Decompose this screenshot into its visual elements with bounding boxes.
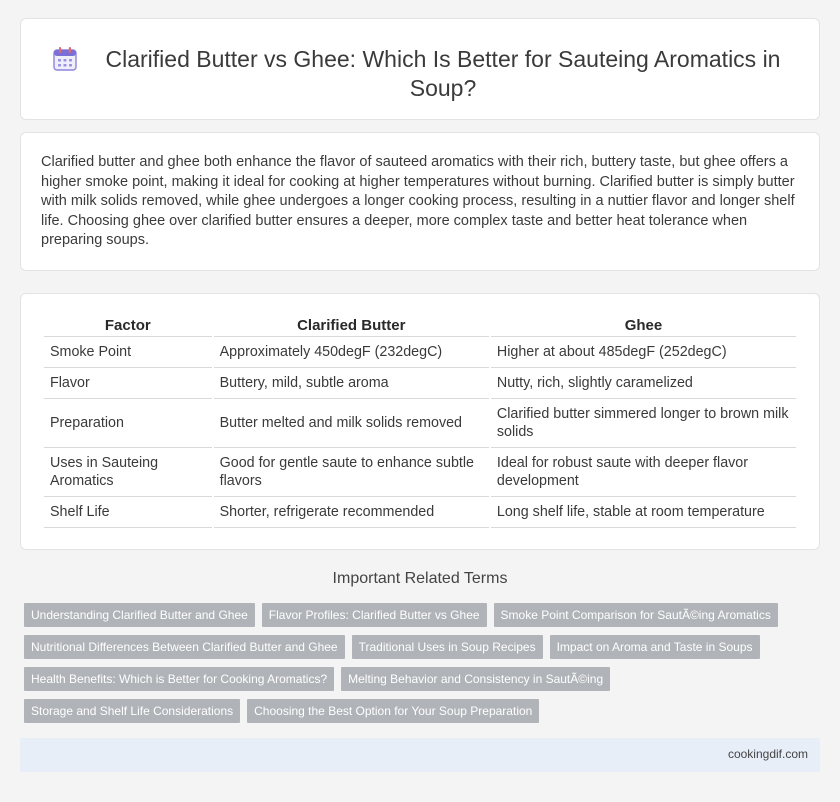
related-term-tag[interactable]: Health Benefits: Which is Better for Cooking Aromatics? xyxy=(24,667,334,691)
table-row xyxy=(44,337,796,368)
table-cell: Shelf Life xyxy=(44,497,212,528)
related-term-tag[interactable]: Smoke Point Comparison for SautÃ©ing Aromatics xyxy=(494,603,778,627)
comparison-table xyxy=(42,315,798,528)
comparison-card xyxy=(20,293,820,550)
column-header: Ghee xyxy=(491,315,796,337)
table-cell: Shorter, refrigerate recommended xyxy=(214,497,489,528)
header xyxy=(21,19,819,103)
table-row xyxy=(44,448,796,497)
table-cell: Butter melted and milk solids removed xyxy=(214,399,489,448)
table-cell: Smoke Point xyxy=(44,337,212,368)
table-cell: Higher at about 485degF (252degC) xyxy=(491,337,796,368)
table-cell: Flavor xyxy=(44,368,212,399)
table-cell: Long shelf life, stable at room temperature xyxy=(491,497,796,528)
intro-card xyxy=(20,132,820,271)
page-title: Clarified Butter vs Ghee: Which Is Better for Sauteing Aromatics in Soup? xyxy=(105,46,781,101)
table-cell: Uses in Sauteing Aromatics xyxy=(44,448,212,497)
related-term-tag[interactable]: Traditional Uses in Soup Recipes xyxy=(352,635,543,659)
table-row xyxy=(44,399,796,448)
footer-site-link[interactable]: cookingdif.com xyxy=(727,747,808,761)
related-term-tag[interactable]: Melting Behavior and Consistency in SautÃ©ing xyxy=(341,667,610,691)
related-terms-list xyxy=(24,603,804,723)
related-term-tag[interactable]: Understanding Clarified Butter and Ghee xyxy=(24,603,255,627)
table-cell: Clarified butter simmered longer to brown milk solids xyxy=(491,399,796,448)
table-cell: Preparation xyxy=(44,399,212,448)
related-term-tag[interactable]: Nutritional Differences Between Clarified Butter and Ghee xyxy=(24,635,345,659)
table-row xyxy=(44,368,796,399)
column-header: Factor xyxy=(44,315,212,337)
table-cell: Nutty, rich, slightly caramelized xyxy=(491,368,796,399)
related-term-tag[interactable]: Choosing the Best Option for Your Soup Preparation xyxy=(247,699,539,723)
calendar-icon xyxy=(51,45,79,73)
column-header: Clarified Butter xyxy=(214,315,489,337)
table-cell: Ideal for robust saute with deeper flavor development xyxy=(491,448,796,497)
header-card xyxy=(20,18,820,120)
table-row xyxy=(44,497,796,528)
footer xyxy=(20,738,820,772)
related-term-tag[interactable]: Storage and Shelf Life Considerations xyxy=(24,699,240,723)
related-term-tag[interactable]: Impact on Aroma and Taste in Soups xyxy=(550,635,760,659)
related-term-tag[interactable]: Flavor Profiles: Clarified Butter vs Ghee xyxy=(262,603,487,627)
table-cell: Approximately 450degF (232degC) xyxy=(214,337,489,368)
table-cell: Buttery, mild, subtle aroma xyxy=(214,368,489,399)
related-terms-heading: Important Related Terms xyxy=(332,570,508,587)
intro-paragraph: Clarified butter and ghee both enhance the flavor of sauteed aromatics with their rich, buttery taste, but ghee offers a higher smoke point, making it ideal for cooking at higher temperatures without burning. Clarified butter is simply butter with milk solids removed, while ghee undergoes a longer cooking process, resulting in a nuttier flavor and longer shelf life. Choosing ghee over clarified butter ensures a deeper, more complex taste and better heat tolerance when preparing soups. xyxy=(41,154,795,249)
table-cell: Good for gentle saute to enhance subtle flavors xyxy=(214,448,489,497)
table-header-row xyxy=(44,315,796,337)
